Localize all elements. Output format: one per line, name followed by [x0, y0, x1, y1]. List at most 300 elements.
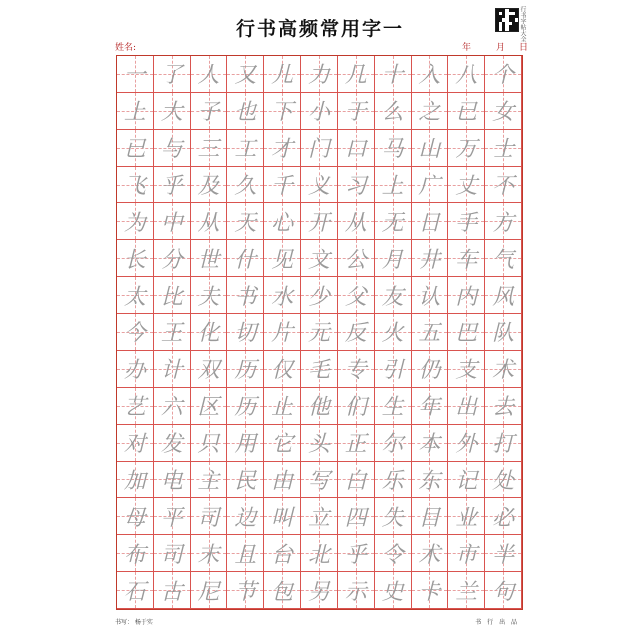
grid-cell	[264, 388, 301, 425]
grid-cell	[485, 425, 522, 462]
grid-cell	[227, 462, 264, 499]
grid-cell	[412, 535, 449, 572]
grid-cell	[485, 277, 522, 314]
grid-cell	[485, 498, 522, 535]
grid-cell	[117, 462, 154, 499]
grid-cell	[301, 56, 338, 93]
grid-cell	[154, 388, 191, 425]
grid-cell	[338, 351, 375, 388]
grid-cell	[448, 167, 485, 204]
grid-cell	[264, 167, 301, 204]
grid-character: 计	[160, 358, 183, 384]
grid-cell	[375, 462, 412, 499]
grid-cell	[264, 462, 301, 499]
grid-cell	[375, 203, 412, 240]
grid-cell	[227, 203, 264, 240]
grid-cell	[191, 277, 228, 314]
grid-character: 个	[492, 63, 515, 89]
grid-cell	[448, 351, 485, 388]
grid-character: 认	[418, 284, 441, 310]
grid-cell	[264, 314, 301, 351]
grid-character: 工	[234, 137, 257, 163]
grid-cell	[338, 535, 375, 572]
grid-cell	[301, 462, 338, 499]
grid-character: 毛	[307, 358, 330, 384]
grid-cell	[412, 240, 449, 277]
grid-cell	[485, 203, 522, 240]
grid-cell	[448, 93, 485, 130]
grid-character: 人	[197, 63, 220, 89]
grid-cell	[117, 277, 154, 314]
grid-character: 日	[418, 210, 441, 236]
grid-character: 从	[344, 210, 367, 236]
grid-cell	[301, 314, 338, 351]
grid-cell	[154, 203, 191, 240]
grid-cell	[227, 572, 264, 609]
grid-character: 办	[123, 358, 146, 384]
grid-cell	[485, 240, 522, 277]
grid-character: 为	[123, 210, 146, 236]
grid-character: 尼	[197, 579, 220, 605]
grid-cell	[485, 130, 522, 167]
grid-character: 对	[123, 432, 146, 458]
grid-cell	[191, 535, 228, 572]
date-day-label: 日	[519, 43, 529, 53]
grid-character: 于	[344, 100, 367, 126]
grid-character: 石	[123, 579, 146, 605]
grid-character: 父	[344, 284, 367, 310]
grid-character: 月	[381, 247, 404, 273]
grid-cell	[117, 314, 154, 351]
grid-character: 正	[344, 432, 367, 458]
grid-cell	[301, 93, 338, 130]
grid-cell	[154, 277, 191, 314]
grid-character: 火	[381, 321, 404, 347]
grid-character: 示	[344, 579, 367, 605]
grid-character: 台	[271, 542, 294, 568]
footer-writer: 书写： 杨于实	[115, 619, 153, 626]
grid-cell	[412, 425, 449, 462]
grid-cell	[412, 572, 449, 609]
grid-cell	[412, 314, 449, 351]
grid-character: 边	[234, 505, 257, 531]
grid-character: 开	[307, 210, 330, 236]
grid-character: 才	[271, 137, 294, 163]
grid-cell	[375, 167, 412, 204]
grid-character: 历	[234, 358, 257, 384]
grid-character: 北	[307, 542, 330, 568]
grid-character: 千	[271, 174, 294, 200]
grid-character: 出	[455, 395, 478, 421]
grid-character: 八	[455, 63, 478, 89]
grid-cell	[338, 203, 375, 240]
grid-character: 艺	[123, 395, 146, 421]
grid-character: 丈	[455, 174, 478, 200]
grid-character: 广	[418, 174, 441, 200]
grid-cell	[485, 314, 522, 351]
date-year-label: 年	[462, 43, 472, 53]
grid-cell	[448, 462, 485, 499]
grid-character: 年	[418, 395, 441, 421]
grid-cell	[227, 314, 264, 351]
grid-cell	[191, 462, 228, 499]
grid-cell	[448, 240, 485, 277]
grid-cell	[412, 388, 449, 425]
grid-cell	[154, 56, 191, 93]
grid-character: 平	[160, 505, 183, 531]
grid-character: 已	[123, 137, 146, 163]
grid-character: 半	[492, 542, 515, 568]
grid-cell	[227, 130, 264, 167]
practice-grid	[116, 55, 523, 610]
grid-character: 它	[271, 432, 294, 458]
grid-cell	[301, 388, 338, 425]
grid-cell	[191, 425, 228, 462]
grid-cell	[117, 56, 154, 93]
grid-cell	[264, 203, 301, 240]
grid-cell	[338, 388, 375, 425]
grid-character: 们	[344, 395, 367, 421]
grid-character: 去	[492, 395, 515, 421]
grid-cell	[375, 351, 412, 388]
grid-cell	[264, 572, 301, 609]
grid-character: 今	[123, 321, 146, 347]
grid-character: 尔	[381, 432, 404, 458]
grid-character: 十	[381, 63, 404, 89]
grid-cell	[227, 240, 264, 277]
grid-cell	[485, 93, 522, 130]
grid-character: 古	[160, 579, 183, 605]
grid-character: 引	[381, 358, 404, 384]
grid-character: 司	[197, 505, 220, 531]
grid-cell	[375, 240, 412, 277]
grid-character: 电	[160, 468, 183, 494]
grid-character: 必	[492, 505, 515, 531]
grid-character: 几	[344, 63, 367, 89]
grid-character: 文	[307, 247, 330, 273]
grid-cell	[227, 425, 264, 462]
grid-character: 乐	[381, 468, 404, 494]
grid-character: 母	[123, 505, 146, 531]
grid-cell	[338, 425, 375, 462]
grid-character: 上	[381, 174, 404, 200]
grid-cell	[338, 498, 375, 535]
grid-cell	[375, 130, 412, 167]
name-label: 姓名:	[115, 43, 137, 53]
grid-cell	[154, 462, 191, 499]
grid-character: 三	[197, 137, 220, 163]
grid-cell	[412, 93, 449, 130]
grid-cell	[301, 498, 338, 535]
grid-cell	[154, 93, 191, 130]
grid-cell	[191, 351, 228, 388]
grid-character: 处	[492, 468, 515, 494]
grid-character: 儿	[271, 63, 294, 89]
grid-character: 兰	[455, 579, 478, 605]
grid-cell	[191, 314, 228, 351]
grid-character: 及	[197, 174, 220, 200]
grid-character: 他	[307, 395, 330, 421]
grid-character: 市	[455, 542, 478, 568]
grid-character: 也	[234, 100, 257, 126]
grid-character: 么	[381, 100, 404, 126]
grid-character: 四	[344, 505, 367, 531]
grid-character: 加	[123, 468, 146, 494]
grid-character: 民	[234, 468, 257, 494]
grid-cell	[117, 203, 154, 240]
grid-character: 卡	[418, 579, 441, 605]
grid-cell	[375, 535, 412, 572]
grid-cell	[448, 425, 485, 462]
grid-character: 手	[455, 210, 478, 236]
grid-character: 五	[418, 321, 441, 347]
grid-character: 无	[381, 210, 404, 236]
grid-cell	[191, 130, 228, 167]
grid-character: 中	[160, 210, 183, 236]
grid-character: 内	[455, 284, 478, 310]
grid-cell	[338, 56, 375, 93]
grid-character: 白	[344, 468, 367, 494]
grid-character: 叫	[271, 505, 294, 531]
grid-character: 比	[160, 284, 183, 310]
grid-character: 女	[492, 100, 515, 126]
grid-character: 不	[492, 174, 515, 200]
grid-character: 史	[381, 579, 404, 605]
grid-character: 分	[160, 247, 183, 273]
grid-cell	[301, 167, 338, 204]
grid-cell	[117, 93, 154, 130]
grid-cell	[412, 56, 449, 93]
grid-cell	[264, 535, 301, 572]
grid-character: 记	[455, 468, 478, 494]
grid-character: 包	[271, 579, 294, 605]
grid-cell	[227, 351, 264, 388]
grid-cell	[301, 240, 338, 277]
grid-character: 了	[160, 63, 183, 89]
grid-cell	[154, 498, 191, 535]
grid-cell	[191, 56, 228, 93]
grid-cell	[264, 130, 301, 167]
grid-character: 书	[234, 284, 257, 310]
grid-character: 司	[160, 542, 183, 568]
grid-character: 且	[234, 542, 257, 568]
grid-character: 什	[234, 247, 257, 273]
grid-cell	[117, 351, 154, 388]
grid-cell	[264, 498, 301, 535]
grid-cell	[191, 203, 228, 240]
grid-character: 夫	[197, 284, 220, 310]
grid-character: 上	[123, 100, 146, 126]
grid-cell	[301, 203, 338, 240]
grid-cell	[301, 572, 338, 609]
grid-character: 友	[381, 284, 404, 310]
grid-cell	[485, 56, 522, 93]
grid-cell	[301, 535, 338, 572]
grid-cell	[117, 425, 154, 462]
grid-cell	[338, 277, 375, 314]
grid-character: 仍	[418, 358, 441, 384]
grid-cell	[338, 240, 375, 277]
grid-character: 业	[455, 505, 478, 531]
grid-character: 区	[197, 395, 220, 421]
grid-character: 士	[492, 137, 515, 163]
grid-character: 切	[234, 321, 257, 347]
grid-character: 仅	[271, 358, 294, 384]
grid-character: 车	[455, 247, 478, 273]
grid-character: 少	[307, 284, 330, 310]
grid-character: 久	[234, 174, 257, 200]
grid-character: 目	[418, 505, 441, 531]
grid-character: 令	[381, 542, 404, 568]
grid-character: 与	[160, 137, 183, 163]
grid-cell	[264, 240, 301, 277]
grid-character: 由	[271, 468, 294, 494]
grid-character: 发	[160, 432, 183, 458]
grid-character: 元	[307, 321, 330, 347]
grid-cell	[191, 572, 228, 609]
grid-cell	[191, 388, 228, 425]
grid-cell	[485, 535, 522, 572]
grid-character: 子	[197, 100, 220, 126]
grid-character: 东	[418, 468, 441, 494]
grid-character: 又	[234, 63, 257, 89]
grid-cell	[448, 314, 485, 351]
grid-cell	[301, 130, 338, 167]
grid-character: 已	[455, 100, 478, 126]
grid-character: 生	[381, 395, 404, 421]
grid-character: 术	[492, 358, 515, 384]
grid-cell	[375, 93, 412, 130]
grid-character: 风	[492, 284, 515, 310]
grid-character: 万	[455, 137, 478, 163]
grid-cell	[264, 56, 301, 93]
grid-cell	[448, 130, 485, 167]
copybook-sheet	[103, 0, 537, 640]
grid-character: 句	[492, 579, 515, 605]
grid-cell	[154, 240, 191, 277]
grid-character: 乎	[160, 174, 183, 200]
grid-cell	[485, 351, 522, 388]
grid-cell	[264, 277, 301, 314]
grid-cell	[412, 130, 449, 167]
grid-cell	[485, 462, 522, 499]
grid-character: 本	[418, 432, 441, 458]
grid-cell	[227, 167, 264, 204]
grid-cell	[264, 425, 301, 462]
grid-cell	[154, 314, 191, 351]
footer	[115, 617, 525, 627]
grid-character: 止	[271, 395, 294, 421]
grid-cell	[485, 167, 522, 204]
name-date-row	[115, 40, 529, 53]
grid-character: 立	[307, 505, 330, 531]
grid-character: 术	[418, 542, 441, 568]
grid-cell	[191, 93, 228, 130]
page-title: 行书高频常用字一	[235, 18, 404, 40]
date-month-label: 月	[496, 43, 506, 53]
grid-character: 大	[160, 100, 183, 126]
grid-character: 用	[234, 432, 257, 458]
grid-cell	[227, 388, 264, 425]
grid-cell	[301, 351, 338, 388]
grid-character: 乎	[344, 542, 367, 568]
grid-cell	[227, 56, 264, 93]
grid-character: 口	[344, 137, 367, 163]
grid-cell	[154, 130, 191, 167]
grid-character: 王	[160, 321, 183, 347]
grid-cell	[485, 388, 522, 425]
grid-cell	[448, 277, 485, 314]
grid-cell	[375, 314, 412, 351]
grid-character: 小	[307, 100, 330, 126]
qr-code-icon	[495, 8, 519, 32]
grid-character: 公	[344, 247, 367, 273]
grid-character: 马	[381, 137, 404, 163]
grid-cell	[338, 462, 375, 499]
grid-character: 心	[271, 210, 294, 236]
grid-cell	[375, 498, 412, 535]
grid-cell	[264, 93, 301, 130]
grid-character: 双	[197, 358, 220, 384]
grid-character: 世	[197, 247, 220, 273]
grid-character: 从	[197, 210, 220, 236]
grid-character: 见	[271, 247, 294, 273]
grid-character: 节	[234, 579, 257, 605]
grid-character: 入	[418, 63, 441, 89]
grid-character: 飞	[123, 174, 146, 200]
grid-cell	[191, 167, 228, 204]
grid-cell	[154, 572, 191, 609]
grid-cell	[301, 277, 338, 314]
grid-cell	[412, 203, 449, 240]
grid-cell	[375, 277, 412, 314]
grid-cell	[227, 535, 264, 572]
grid-cell	[117, 388, 154, 425]
grid-character: 外	[455, 432, 478, 458]
grid-cell	[338, 572, 375, 609]
grid-cell	[412, 351, 449, 388]
grid-character: 下	[271, 100, 294, 126]
grid-cell	[117, 167, 154, 204]
grid-cell	[338, 130, 375, 167]
grid-cell	[375, 388, 412, 425]
grid-cell	[412, 498, 449, 535]
grid-cell	[154, 535, 191, 572]
grid-character: 习	[344, 174, 367, 200]
grid-cell	[191, 498, 228, 535]
grid-character: 布	[123, 542, 146, 568]
grid-character: 失	[381, 505, 404, 531]
grid-cell	[448, 535, 485, 572]
grid-cell	[264, 351, 301, 388]
qr-caption: 行书字帖大全	[519, 6, 526, 42]
grid-cell	[338, 93, 375, 130]
grid-character: 门	[307, 137, 330, 163]
grid-cell	[117, 240, 154, 277]
grid-character: 打	[492, 432, 515, 458]
grid-character: 六	[160, 395, 183, 421]
grid-cell	[227, 93, 264, 130]
grid-cell	[448, 203, 485, 240]
grid-cell	[448, 56, 485, 93]
grid-character: 井	[418, 247, 441, 273]
footer-publisher: 书 行 出 品	[475, 619, 519, 626]
grid-character: 末	[197, 542, 220, 568]
grid-cell	[117, 130, 154, 167]
grid-cell	[227, 277, 264, 314]
grid-character: 山	[418, 137, 441, 163]
grid-character: 片	[271, 321, 294, 347]
